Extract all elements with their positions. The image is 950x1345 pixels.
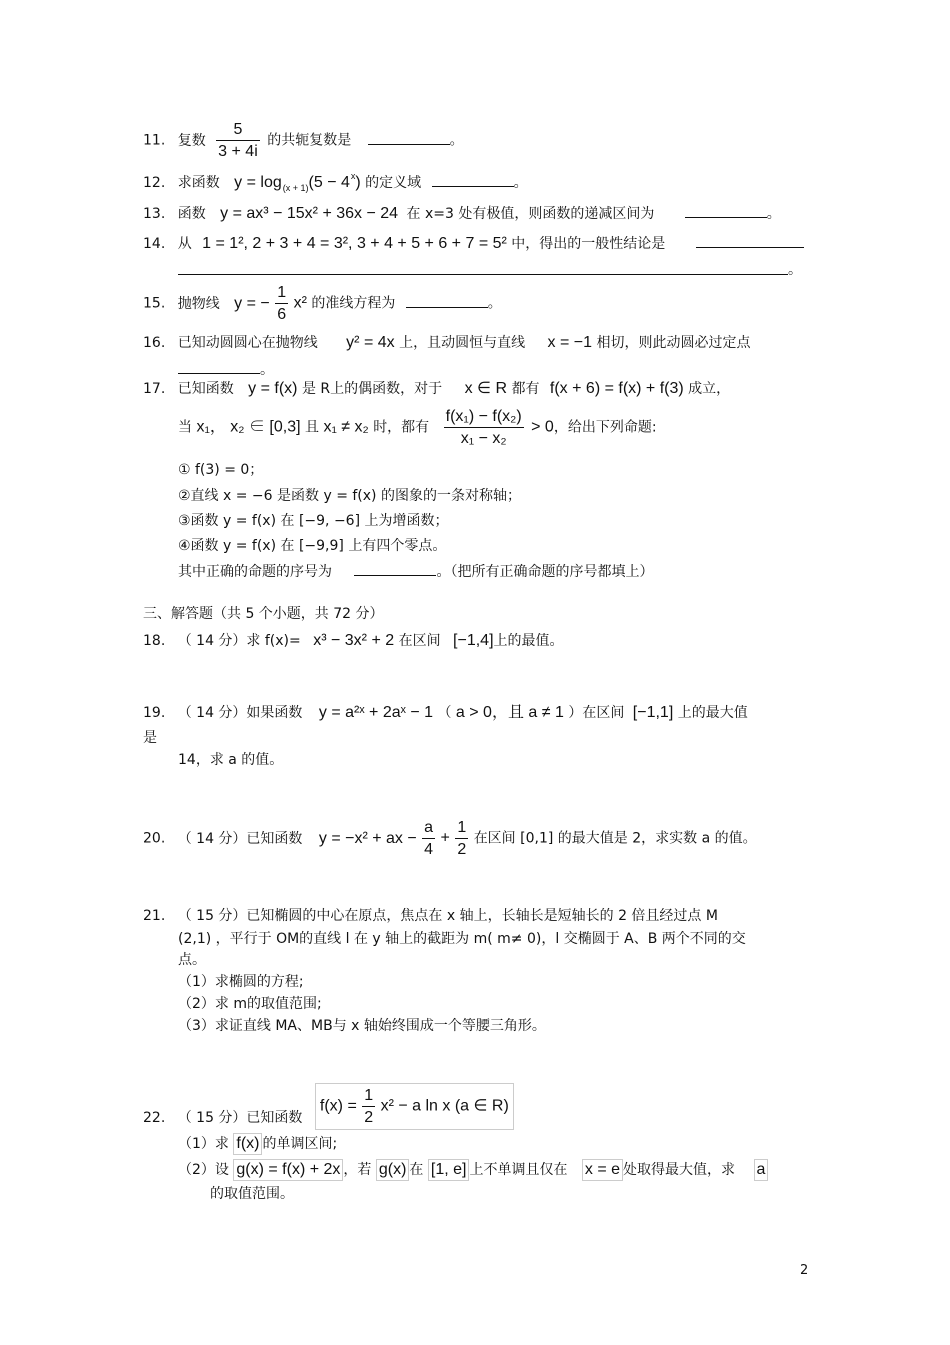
question-22-part-2: （2）设 g(x) = f(x) + 2x ，若 g(x) 在 [1, e] 上不单调且仅在 x = e 处取得最大值，求 a [178,1159,768,1181]
formula: y² = 4x [346,334,395,351]
formula-box: f(x) = $\frac{1}{2}$ x² − a ln x (a ∈ R) [315,1083,514,1130]
formula: [−1,4] [453,632,494,649]
question-number: 16. [143,335,166,351]
question-17-condition: 当 x₁， x₂ ∈ [0,3] 且 x₁ ≠ x₂ 时，都有 $\frac{\text{f(x₁) − f(x₂)}}{\text{x₁ − x₂}}$ > 0，给出下列命题: [178,408,657,447]
formula: 1 = 1², 2 + 3 + 4 = 3², 3 + 4 + 5 + 6 + 7 = 5² [202,235,507,252]
answer-blank[interactable] [368,130,450,145]
proposition-2: ②直线 x = −6 是函数 y = f(x) 的图象的一条对称轴； [178,488,521,504]
formula: x = −1 [547,334,593,351]
proposition-3: ③函数 y = f(x) 在 [−9, −6] 上为增函数； [178,513,449,529]
page-number: 2 [800,1263,809,1278]
question-17: 17. 已知函数 y = f(x) 是 R上的偶函数，对于 x ∈ R 都有 f(x + 6) = f(x) + f(3) 成立， [143,380,731,397]
fraction: $\frac{1}{2}$ [364,1087,374,1126]
question-22-part-1: （1）求 f(x) 的单调区间; [178,1133,337,1155]
formula: x³ − 3x² + 2 [313,632,395,649]
question-number: 11. [143,132,166,149]
question-19-line3: 14，求 a 的值。 [178,752,284,768]
answer-blank[interactable] [354,561,436,576]
answer-blank[interactable] [178,359,260,374]
question-16: 16. 已知动圆圆心在抛物线 y² = 4x 上，且动圆恒与直线 x = −1 相切，则此动圆必过定点 [143,334,751,351]
fraction: $\frac{a}{4}$ [424,819,434,858]
question-number: 15. [143,295,166,312]
fraction: $\frac{1}{2}$ [457,819,467,858]
formula: y = a²ˣ + 2aˣ − 1 [318,704,434,721]
answer-blank[interactable] [696,233,804,248]
question-12: 12. 求函数 $y = \log_{(x + 1)}(5 - 4^x)$ 的定义域 。 [143,171,528,193]
answer-line[interactable] [178,274,788,275]
question-11: 11. 复数 $\frac{5}{3 + 4i}$ 的共轭复数是 。 [143,121,464,160]
formula: $y = \log_{(x + 1)}(5 - 4^x)$ [234,171,361,193]
fraction: $\frac{1}{6}$ [277,284,287,323]
question-21-part-1: （1）求椭圆的方程; [178,974,304,990]
question-number: 20. [143,830,166,847]
question-21-line2: (2,1) ，平行于 OM的直线 l 在 y 轴上的截距为 m( m≠ 0)，l 交椭圆于 A、B 两个不同的交 [178,931,746,947]
answer-blank[interactable] [432,172,514,187]
question-13: 13. 函数 y = ax³ − 15x² + 36x − 24 在 x=3 处有极值，则函数的递减区间为 。 [143,205,781,222]
question-15: 15. 抛物线 y = − $\frac{1}{6}$ x² 的准线方程为 。 [143,284,502,323]
question-number: 12. [143,175,166,191]
question-21-part-3: （3）求证直线 MA、MB与 x 轴始终围成一个等腰三角形。 [178,1018,546,1034]
question-17-closing: 其中正确的命题的序号为 。（把所有正确命题的序号都填上） [178,561,653,582]
proposition-1: ① f(3) = 0； [178,462,264,478]
question-number: 18. [143,633,166,649]
question-21-line3: 点。 [178,952,206,968]
question-16-blank-line: 。 [178,359,274,380]
question-number: 22. [143,1109,166,1126]
question-20: 20. （ 14 分）已知函数 y = −x² + ax − $\frac{a}{4}$ + $\frac{1}{2}$ 在区间 [0,1] 的最大值是 2，求实数 a 的值。 [143,819,757,858]
formula: y = f(x) [248,380,298,397]
question-number: 17. [143,381,166,397]
question-18: 18. （ 14 分）求 f(x)= x³ − 3x² + 2 在区间 [−1,4]上的最值。 [143,632,564,649]
question-21: 21. （ 15 分）已知椭圆的中心在原点，焦点在 x 轴上，长轴长是短轴长的 2 倍且经过点 M [143,908,718,924]
answer-blank[interactable] [685,203,767,218]
question-number: 14. [143,236,166,252]
question-number: 21. [143,908,166,924]
question-19-line2: 是 [143,730,157,746]
fraction: $\frac{5}{3 + 4i}$ [218,121,258,160]
question-21-part-2: （2）求 m的取值范围; [178,996,322,1012]
formula: f(x + 6) = f(x) + f(3) [549,380,684,397]
question-number: 19. [143,705,166,721]
question-22-part-2-line2: 的取值范围。 [210,1186,294,1202]
question-22: 22. （ 15 分）已知函数 f(x) = $\frac{1}{2}$ x² − a ln x (a ∈ R) [143,1083,514,1130]
question-number: 13. [143,206,166,222]
question-19: 19. （ 14 分）如果函数 y = a²ˣ + 2aˣ − 1 （ a > 0，且 a ≠ 1 ）在区间 [−1,1] 上的最大值 [143,704,748,721]
section-title: 三、解答题（共 5 个小题，共 72 分） [143,606,384,622]
fraction: $\frac{\text{f(x₁) − f(x₂)}}{\text{x₁ − x₂}}$ [445,408,522,447]
line-end-mark: 。 [788,262,802,278]
question-14: 14. 从 1 = 1², 2 + 3 + 4 = 3², 3 + 4 + 5 + 6 + 7 = 5² 中，得出的一般性结论是 [143,233,804,254]
proposition-4: ④函数 y = f(x) 在 [−9,9] 上有四个零点。 [178,538,447,554]
formula: y = ax³ − 15x² + 36x − 24 [220,205,399,222]
answer-blank[interactable] [406,293,488,308]
formula: x ∈ R [464,380,507,397]
